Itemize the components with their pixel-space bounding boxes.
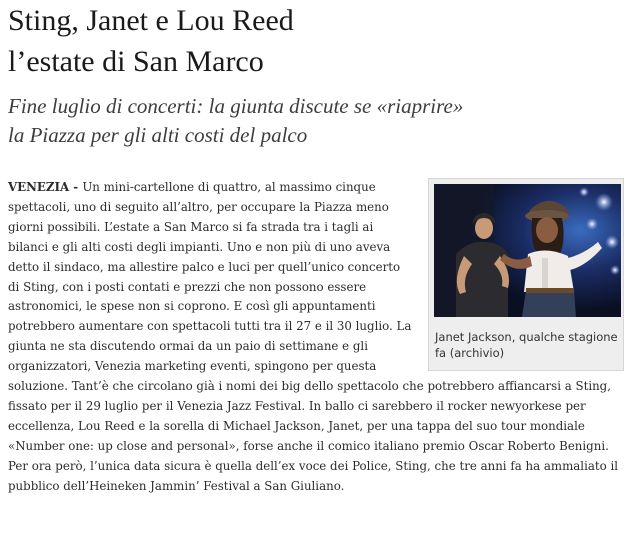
- article-title: [8, 0, 628, 82]
- janet-jackson-photo[interactable]: [434, 184, 621, 317]
- article-subtitle-line-2: la Piazza per gli alti costi del palco: [8, 123, 308, 147]
- article-title-line-2: l’estate di San Marco: [8, 45, 264, 78]
- article-text: Un mini-cartellone di quattro, al massimo cinque spettacoli, uno di seguito all’altro, per occupare la Piazza meno giorni possibili. L’estate a San Marco si fa strada tra i tagli ai bilanci e gli alti costi degli impianti. Uno e non più di uno aveva detto il sindaco, ma allestire palco e luci per quell’unico concerto di Sting, con i posti contati e prezzi che non possono essere astronomici, le spese non si coprono. E così gli appuntamenti potrebbero aumentare con spettacoli tutti tra il 27 e il 30 luglio. La giunta ne sta discutendo ormai da un paio di settimane e gli organizzatori, Venezia marketing eventi, spingono per questa soluzione. Tant’è che circolano già i nomi dei big dello spettacolo che potrebbero affiancarsi a Sting, fissato per il 29 luglio per il Venezia Jazz Festival. In ballo ci sarebbero il rocker newyorkese per eccellenza, Lou Reed e la sorella di Michael Jackson, Janet, per una tappa del suo tour mondiale «Number one: up close and personal», forse anche il comico italiano premio Oscar Roberto Benigni. Per ora però, l’unica data sicura è quella dell’ex voce dei Police, Sting, che tre anni fa ha ammaliato il pubblico dell’Heineken Jammin’ Festival a San Giuliano.: [8, 180, 619, 493]
- photo-caption: Janet Jackson, qualche stagione fa (archivio): [435, 330, 618, 360]
- article-body: [8, 178, 624, 497]
- article-subtitle-line-1: Fine luglio di concerti: la giunta discute se «riaprire»: [8, 94, 464, 118]
- photo-box: [428, 178, 624, 371]
- dateline: VENEZIA -: [8, 180, 83, 194]
- article-title-line-1: Sting, Janet e Lou Reed: [8, 4, 294, 37]
- article-subtitle: [8, 92, 628, 150]
